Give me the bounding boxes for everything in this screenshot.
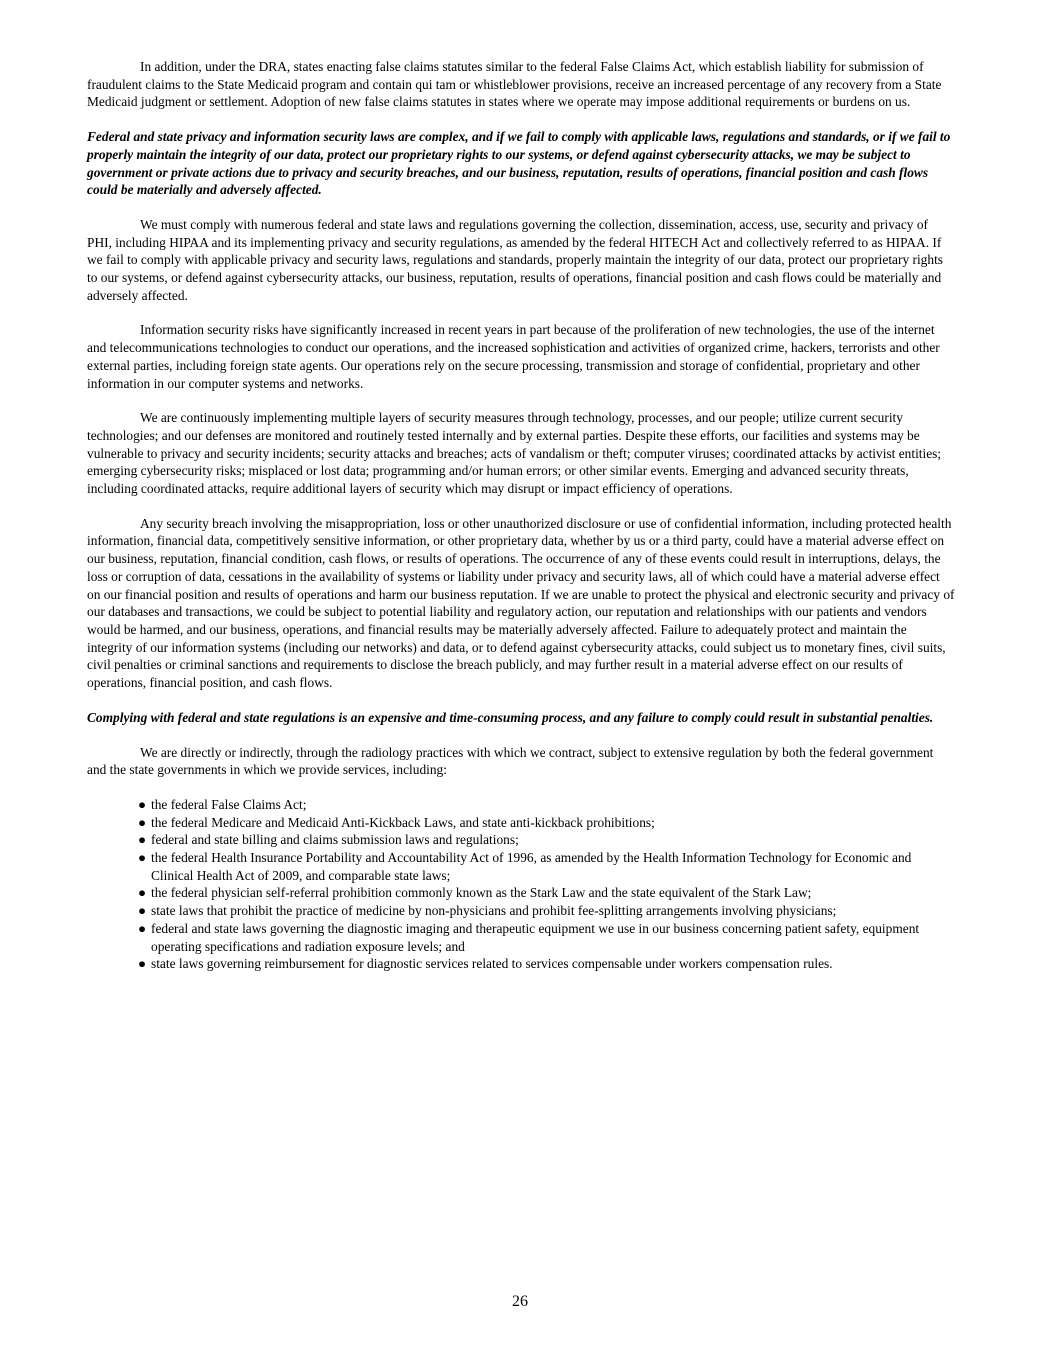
bullet-icon: ● — [138, 956, 147, 972]
bullet-icon: ● — [138, 796, 147, 812]
paragraph-information-security-risks: Information security risks have significantly increased in recent years in part because of the proliferation of new technologies, the use of the internet and telecommunications technologies to conduct our operations, and the increased sophistication and activities of organized crime, hackers, terrorists and other external parties, including foreign state agents. Our operations rely on the secure processing, transmission and storage of confidential, proprietary and other information in our computer systems and networks. — [87, 322, 940, 391]
list-item: ● the federal False Claims Act; — [138, 796, 307, 812]
list-item: ● the federal physician self-referral prohibition commonly known as the Stark Law and the state equivalent of the Stark Law; — [138, 885, 812, 901]
paragraph-regulation-intro: We are directly or indirectly, through the radiology practices with which we contract, subject to extensive regulation by both the federal government and the state governments in which we provide services, including: — [87, 744, 934, 778]
paragraph-security-breach: Any security breach involving the misappropriation, loss or other unauthorized disclosure or use of confidential information, including protected health information, financial data, competitively sensitive information, or other proprietary data, whether by us or a third party, could have a material adverse effect on our business, reputation, financial condition, cash flows, or results of operations. The occurrence of any of these events could result in interruptions, delays, the loss or corruption of data, cessations in the availability of systems or liability under privacy and security laws, all of which could have a material adverse effect on our financial position and results of operations and harm our business reputation. If we are unable to protect the physical and electronic security and privacy of our databases and transactions, we could be subject to potential liability and regulatory action, our reputation and relationships with our patients and vendors would be harmed, and our business, operations, and financial results may be materially adversely affected. Failure to adequately protect and maintain the integrity of our information systems (including our networks) and data, or to defend against cybersecurity attacks, could subject us to monetary fines, civil suits, civil penalties or criminal sanctions and requirements to disclose the breach publicly, and may further result in a material adverse effect on our results of operations, financial position, and cash flows. — [87, 515, 955, 691]
heading-regulation-compliance-risk: Complying with federal and state regulations is an expensive and time-consuming process, and any failure to comply could result in substantial penalties. — [87, 709, 934, 725]
bullet-icon: ● — [138, 850, 147, 866]
regulation-bullet-list — [87, 796, 955, 973]
bullet-icon: ● — [138, 814, 147, 830]
paragraph-dra-false-claims: In addition, under the DRA, states enacting false claims statutes similar to the federal False Claims Act, which establish liability for submission of fraudulent claims to the State Medicaid program and contain qui tam or whistleblower provisions, receive an increased percentage of any recovery from a State Medicaid judgment or settlement. Adoption of new false claims statutes in states where we operate may impose additional requirements or burdens on us. — [87, 59, 942, 110]
list-item: ● state laws governing reimbursement for diagnostic services related to services compensable under workers compensation rules. — [138, 956, 833, 972]
page-number: 26 — [512, 1293, 528, 1310]
heading-privacy-security-risk: Federal and state privacy and information security laws are complex, and if we fail to comply with applicable laws, regulations and standards, or if we fail to properly maintain the integrity of our data, protect our proprietary rights to our systems, or defend against cybersecurity attacks, we may be subject to government or private actions due to privacy and security breaches, and our business, reputation, results of operations, financial position and cash flows could be materially and adversely affected. — [87, 129, 951, 198]
paragraph-security-layers: We are continuously implementing multiple layers of security measures through technology, processes, and our people; utilize current security technologies; and our defenses are monitored and routinely tested internally and by external parties. Despite these efforts, our facilities and systems may be vulnerable to privacy and security incidents; security attacks and breaches; acts of vandalism or theft; computer viruses; coordinated attacks by activist entities; emerging cybersecurity risks; misplaced or lost data; programming and/or human errors; or other similar events. Emerging and advanced security threats, including coordinated attacks, require additional layers of security which may disrupt or impact efficiency of operations. — [87, 410, 942, 497]
list-item: ● federal and state laws governing the diagnostic imaging and therapeutic equipment we use in our business concerning patient safety, equipment operating specifications and radiation exposure levels; and — [138, 920, 920, 954]
paragraph-privacy-compliance: We must comply with numerous federal and state laws and regulations governing the collection, dissemination, access, use, security and privacy of PHI, including HIPAA and its implementing privacy and security regulations, as amended by the federal HITECH Act and collectively referred to as HIPAA. If we fail to comply with applicable privacy and security laws, regulations and standards, properly maintain the integrity of our data, protect our proprietary rights to our systems, or defend against cybersecurity attacks, our business, reputation, results of operations, financial position and cash flows could be materially and adversely affected. — [87, 216, 944, 303]
list-item: ● the federal Health Insurance Portability and Accountability Act of 1996, as amended by the Health Information Technology for Economic and Clinical Health Act of 2009, and comparable state laws; — [138, 850, 912, 883]
list-item: ● the federal Medicare and Medicaid Anti-Kickback Laws, and state anti-kickback prohibitions; — [138, 814, 655, 830]
list-item: ● federal and state billing and claims submission laws and regulations; — [138, 832, 519, 848]
bullet-icon: ● — [138, 920, 147, 936]
bullet-icon: ● — [138, 832, 147, 848]
bullet-icon: ● — [138, 885, 147, 901]
bullet-icon: ● — [138, 903, 147, 919]
document-page — [87, 58, 955, 973]
list-item: ● state laws that prohibit the practice of medicine by non-physicians and prohibit fee-splitting arrangements involving physicians; — [138, 903, 837, 919]
